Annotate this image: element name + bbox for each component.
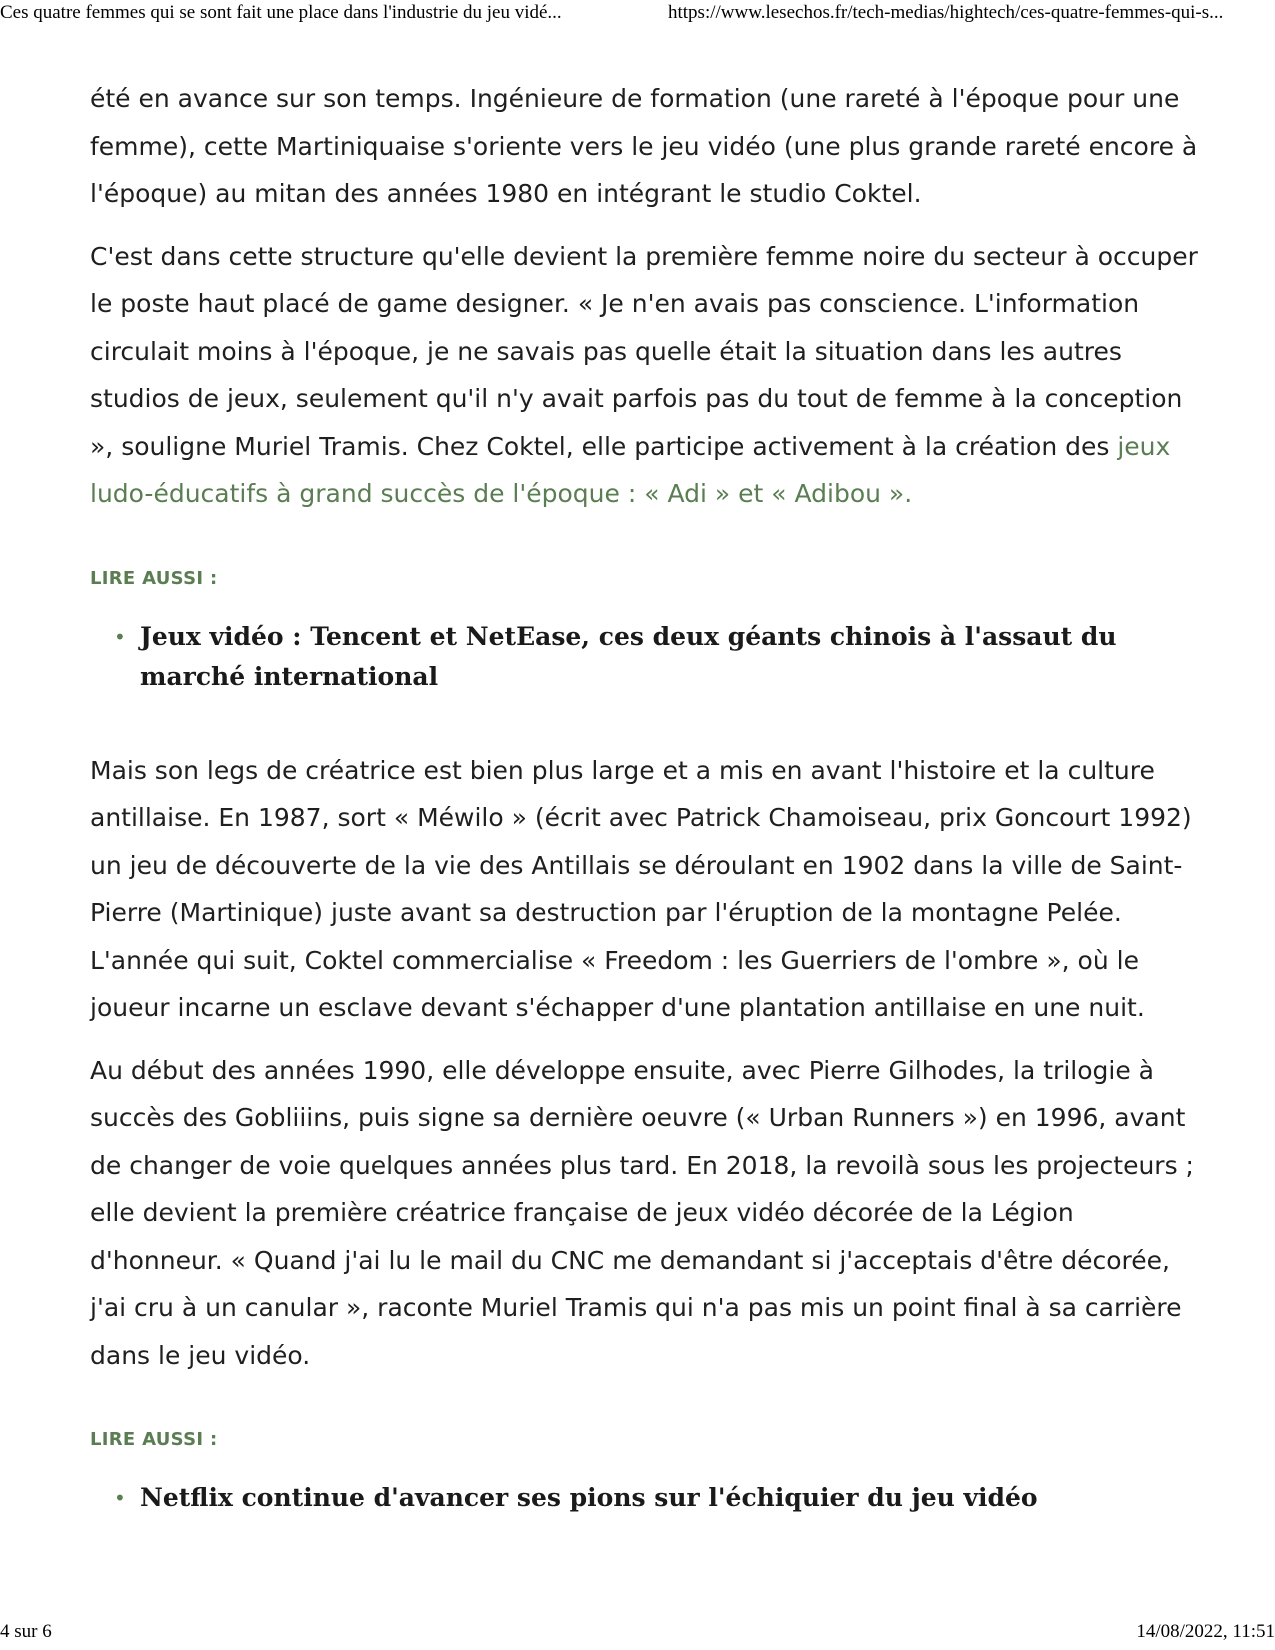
related-articles: [90, 1426, 1200, 1518]
related-label: LIRE AUSSI :: [90, 1429, 218, 1450]
related-item: [114, 1478, 1200, 1518]
related-item: [114, 617, 1200, 697]
related-list: [90, 1478, 1200, 1518]
print-footer: [0, 1621, 1275, 1647]
related-list: [90, 617, 1200, 697]
related-articles: [90, 565, 1200, 697]
page-number: 4 sur 6: [0, 1621, 52, 1642]
page-url: https://www.lesechos.fr/tech-medias/hightech/ces-quatre-femmes-qui-s...: [668, 2, 1224, 23]
paragraph-text: C'est dans cette structure qu'elle devient la première femme noire du secteur à occuper le poste haut placé de game designer. « Je n'en avais pas conscience. L'information circulait moins à l'époque, je ne savais pas quelle était la situation dans les autres studios de jeux, seulement qu'il n'y avait parfois pas du tout de femme à la conception », souligne Muriel Tramis. Chez Coktel, elle participe activement à la création des: [90, 241, 1198, 461]
bullet-icon: •: [114, 1486, 126, 1510]
paragraph: été en avance sur son temps. Ingénieure de formation (une rareté à l'époque pour une femme), cette Martiniquaise s'oriente vers le jeu vidéo (une plus grande rareté encore à l'époque) au mitan des années 1980 en intégrant le studio Coktel.: [90, 84, 1198, 208]
bullet-icon: •: [114, 624, 126, 649]
related-label: LIRE AUSSI :: [90, 567, 218, 589]
paragraph: Au début des années 1990, elle développe ensuite, avec Pierre Gilhodes, la trilogie à succès des Gobliiins, puis signe sa dernière oeuvre (« Urban Runners ») en 1996, avant de changer de voie quelques années plus tard. En 2018, la revoilà sous les projecteurs ; elle devient la première créatrice française de jeux vidéo décorée de la Légion d'honneur. « Quand j'ai lu le mail du CNC me demandant si j'acceptais d'être décorée, j'ai cru à un canular », raconte Muriel Tramis qui n'a pas mis un point final à sa carrière dans le jeu vidéo.: [90, 1055, 1194, 1370]
adi-adibou-link[interactable]: jeux ludo-éducatifs à grand succès de l'époque : « Adi » et « Adibou ».: [90, 431, 1171, 508]
related-link-tencent-netease[interactable]: Jeux vidéo : Tencent et NetEase, ces deux géants chinois à l'assaut du marché international: [140, 621, 1117, 691]
paragraph: [90, 233, 1200, 518]
page-title: Ces quatre femmes qui se sont fait une place dans l'industrie du jeu vidé...: [0, 2, 562, 23]
related-link-netflix[interactable]: Netflix continue d'avancer ses pions sur l'échiquier du jeu vidéo: [140, 1483, 1038, 1512]
paragraph: Mais son legs de créatrice est bien plus large et a mis en avant l'histoire et la culture antillaise. En 1987, sort « Méwilo » (écrit avec Patrick Chamoiseau, prix Goncourt 1992) un jeu de découverte de la vie des Antillais se déroulant en 1902 dans la ville de Saint-Pierre (Martinique) juste avant sa destruction par l'éruption de la montagne Pelée. L'année qui suit, Coktel commercialise « Freedom : les Guerriers de l'ombre », où le joueur incarne un esclave devant s'échapper d'une plantation antillaise en une nuit.: [90, 755, 1192, 1022]
print-header: [0, 0, 1275, 30]
article-body: [90, 75, 1200, 1518]
print-datetime: 14/08/2022, 11:51: [1136, 1621, 1275, 1642]
